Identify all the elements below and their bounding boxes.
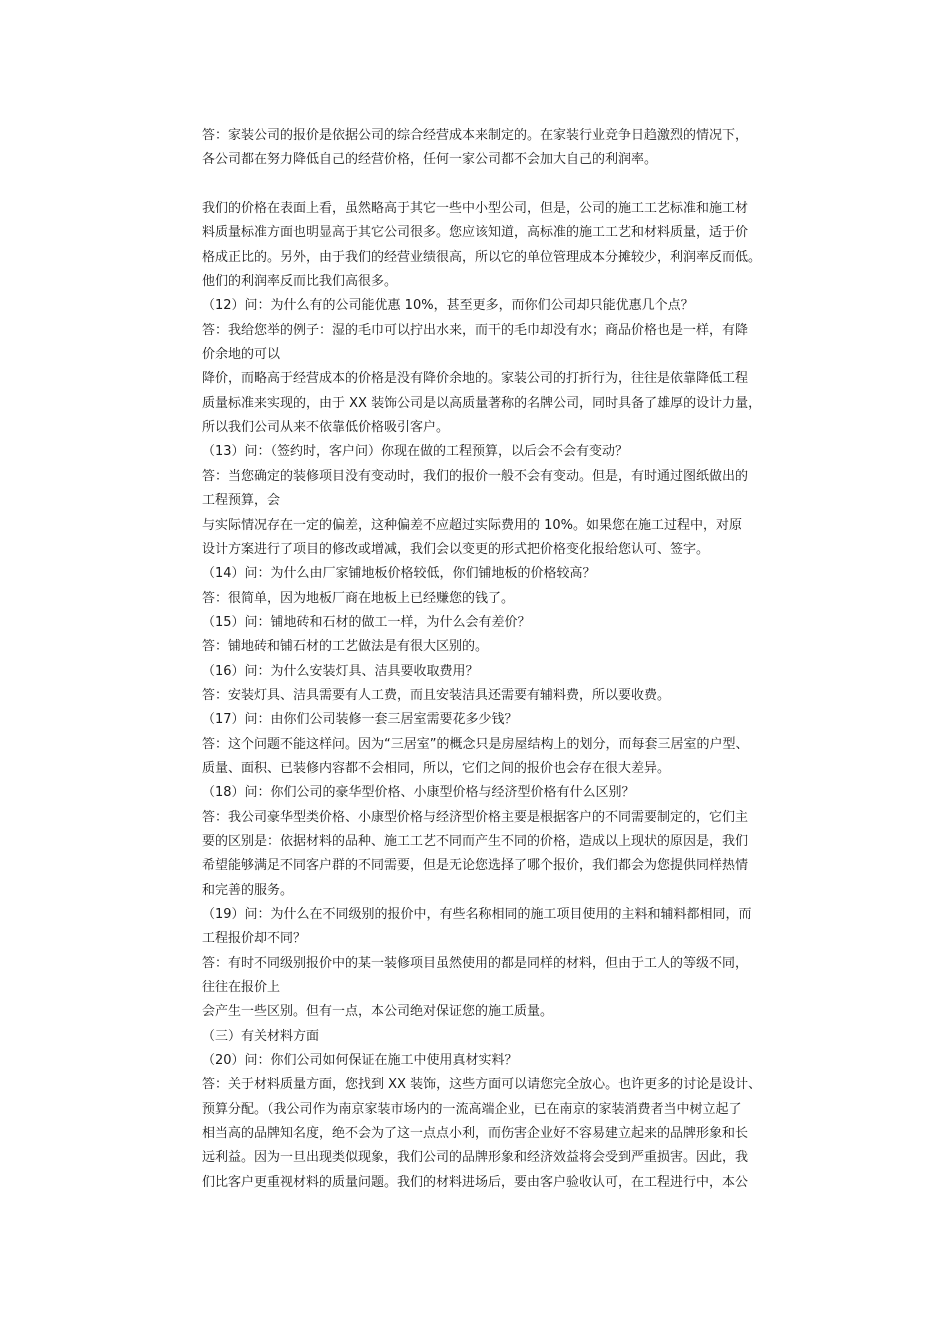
text-line: 价余地的可以 (202, 347, 281, 363)
text-line: 格成正比的。另外，由于我们的经营业绩很高，所以它的单位管理成本分摊较少，利润率反而低。 (202, 249, 762, 265)
text-line: 希望能够满足不同客户群的不同需要，但是无论您选择了哪个报价，我们都会为您提供同样热情 (202, 858, 749, 874)
text-line: 降价，而略高于经营成本的价格是没有降价余地的。家装公司的打折行为，往往是依靠降低工程 (202, 371, 749, 387)
text-line: （三）有关材料方面 (202, 1028, 320, 1044)
text-line: 所以我们公司从来不依靠低价格吸引客户。 (202, 420, 450, 436)
document-body (202, 124, 822, 1195)
text-line: 往往在报价上 (202, 980, 281, 996)
text-line: 要的区别是：依据材料的品种、施工工艺不同而产生不同的价格，造成以上现状的原因是，我们 (202, 833, 749, 849)
text-line: （12）问：为什么有的公司能优惠 10%，甚至更多，而你们公司却只能优惠几个点？ (202, 298, 694, 314)
text-line: 相当高的品牌知名度，绝不会为了这一点点小利，而伤害企业好不容易建立起来的品牌形象和长 (202, 1126, 749, 1142)
text-line: 们比客户更重视材料的质量问题。我们的材料进场后，要由客户验收认可，在工程进行中，本公 (202, 1174, 749, 1190)
text-line: （20）问：你们公司如何保证在施工中使用真材实料？ (202, 1053, 518, 1069)
text-line: 各公司都在努力降低自己的经营价格，任何一家公司都不会加大自己的利润率。 (202, 152, 658, 168)
text-line: 答：关于材料质量方面，您找到 XX 装饰，这些方面可以请您完全放心。也许更多的讨论是设计、 (202, 1077, 762, 1093)
text-line: （15）问：铺地砖和石材的做工一样，为什么会有差价？ (202, 614, 531, 630)
text-line: （16）问：为什么安装灯具、洁具要收取费用？ (202, 663, 479, 679)
text-line: 答：我给您举的例子：湿的毛巾可以拧出水来，而干的毛巾却没有水；商品价格也是一样，有降 (202, 322, 749, 338)
text-line: 质量、面积、已装修内容都不会相同，所以，它们之间的报价也会存在很大差异。 (202, 760, 671, 776)
text-line: 我们的价格在表面上看，虽然略高于其它一些中小型公司，但是，公司的施工工艺标准和施工材 (202, 201, 749, 217)
text-line: 工程报价却不同？ (202, 931, 307, 947)
text-line: 会产生一些区别。但有一点，本公司绝对保证您的施工质量。 (202, 1004, 554, 1020)
text-line: 工程预算，会 (202, 493, 281, 509)
text-line: （14）问：为什么由厂家铺地板价格较低，你们铺地板的价格较高？ (202, 566, 596, 582)
text-line: （18）问：你们公司的豪华型价格、小康型价格与经济型价格有什么区别？ (202, 785, 635, 801)
text-line: 和完善的服务。 (202, 882, 294, 898)
blank-line (202, 173, 822, 197)
text-line: 答：家装公司的报价是依据公司的综合经营成本来制定的。在家装行业竞争日趋激烈的情况下， (202, 128, 749, 143)
text-line: 答：铺地砖和铺石材的工艺做法是有很大区别的。 (202, 639, 489, 655)
text-line: 预算分配。（我公司作为南京家装市场内的一流高端企业，已在南京的家装消费者当中树立起了 (202, 1101, 742, 1117)
text-line: 质量标准来实现的，由于 XX 装饰公司是以高质量著称的名牌公司，同时具备了雄厚的设计力量， (202, 395, 762, 411)
text-line: 设计方案进行了项目的修改或增减，我们会以变更的形式把价格变化报给您认可、签字。 (202, 541, 710, 557)
text-line: 答：这个问题不能这样问。因为“三居室”的概念只是房屋结构上的划分，而每套三居室的户型、 (202, 736, 749, 752)
text-line: （13）问：（签约时，客户问）你现在做的工程预算，以后会不会有变动？ (202, 444, 629, 460)
text-line: （19）问：为什么在不同级别的报价中，有些名称相同的施工项目使用的主料和辅料都相同，而 (202, 907, 752, 922)
text-line: 答：有时不同级别报价中的某一装修项目虽然使用的都是同样的材料，但由于工人的等级不同， (202, 955, 749, 971)
text-line: 答：安装灯具、洁具需要有人工费，而且安装洁具还需要有辅料费，所以要收费。 (202, 687, 671, 703)
text-line: 他们的利润率反而比我们高很多。 (202, 274, 398, 290)
text-line: 答：很简单，因为地板厂商在地板上已经赚您的钱了。 (202, 590, 515, 606)
text-line: （17）问：由你们公司装修一套三居室需要花多少钱？ (202, 712, 518, 728)
text-line: 答：当您确定的装修项目没有变动时，我们的报价一般不会有变动。但是，有时通过图纸做出的 (202, 468, 749, 484)
text-line: 与实际情况存在一定的偏差，这种偏差不应超过实际费用的 10%。如果您在施工过程中，对原 (202, 517, 743, 533)
text-line: 料质量标准方面也明显高于其它公司很多。您应该知道，高标准的施工工艺和材料质量，适于价 (202, 225, 749, 241)
text-line: 答：我公司豪华型类价格、小康型价格与经济型价格主要是根据客户的不同需要制定的，它们主 (202, 809, 749, 825)
text-line: 远利益。因为一旦出现类似现象，我们公司的品牌形象和经济效益将会受到严重损害。因此，我 (202, 1150, 749, 1166)
